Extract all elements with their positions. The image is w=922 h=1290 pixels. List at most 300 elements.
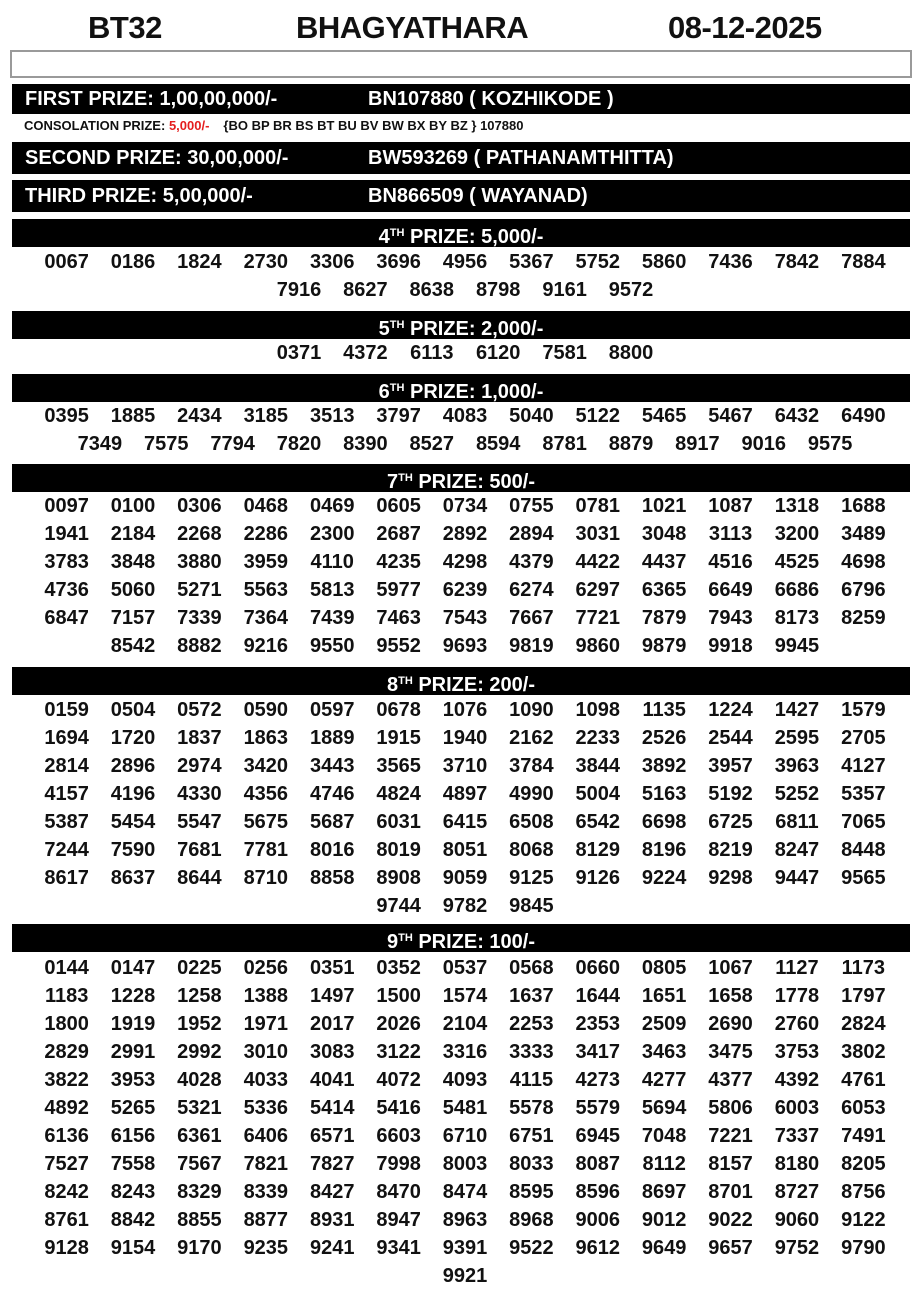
winning-number: 4273 (575, 1069, 621, 1091)
winning-number: 1940 (442, 727, 488, 749)
winning-number: 3565 (376, 755, 421, 777)
winning-number: 8427 (309, 1181, 355, 1203)
winning-number: 7581 (542, 342, 587, 364)
draw-code: BT32 (88, 10, 162, 45)
winning-number: 7879 (641, 607, 687, 629)
winning-number: 8701 (708, 1181, 753, 1203)
consolation-amount: 5,000/- (168, 118, 210, 133)
winning-number: 1778 (774, 985, 820, 1007)
winning-number: 8879 (608, 433, 654, 455)
winning-number: 9341 (376, 1237, 421, 1259)
winning-number: 6406 (243, 1125, 289, 1147)
winning-number: 9216 (243, 635, 289, 657)
winning-number: 8798 (475, 279, 521, 301)
winning-number: 6113 (410, 342, 454, 364)
winning-number: 9612 (575, 1237, 621, 1259)
winning-number: 9845 (509, 895, 554, 917)
winning-number: 3333 (509, 1041, 554, 1063)
winning-number: 2286 (243, 523, 289, 545)
winning-number: 5860 (641, 251, 687, 273)
winning-number: 8963 (442, 1209, 488, 1231)
winning-number: 1952 (177, 1013, 222, 1035)
winning-number: 8800 (608, 342, 654, 364)
winning-number: 6542 (575, 811, 621, 833)
prize-5-header-bar (12, 311, 910, 339)
winning-number: 8448 (841, 839, 886, 861)
winning-number: 6571 (309, 1125, 355, 1147)
winning-number: 8051 (442, 839, 488, 861)
winning-number: 8390 (343, 433, 388, 455)
number-row (30, 520, 900, 548)
winning-number: 8339 (243, 1181, 289, 1203)
winning-number: 7463 (376, 607, 421, 629)
winning-number: 7842 (774, 251, 820, 273)
winning-number: 8196 (641, 839, 687, 861)
winning-number: 3802 (841, 1041, 886, 1063)
winning-number: 0605 (376, 495, 421, 517)
winning-number: 3880 (177, 551, 222, 573)
winning-number: 5040 (509, 405, 554, 427)
winning-number: 0225 (177, 957, 222, 979)
winning-number: 2544 (708, 727, 753, 749)
winning-number: 0468 (243, 495, 289, 517)
winning-number: 7436 (708, 251, 753, 273)
prize-8-number-grid (30, 696, 900, 920)
winning-number: 9060 (774, 1209, 820, 1231)
prize-6-header-bar (12, 374, 910, 402)
winning-number: 0660 (575, 957, 621, 979)
prize-ordinal-suffix: TH (389, 382, 405, 394)
winning-number: 7439 (309, 607, 355, 629)
second-prize-label: SECOND PRIZE: 30,00,000/- (25, 147, 289, 169)
winning-number: 6365 (641, 579, 687, 601)
prize-ordinal-suffix: TH (398, 932, 413, 944)
number-row (30, 492, 900, 520)
third-prize-ticket: BN866509 ( WAYANAD) (368, 185, 588, 207)
winning-number: 1224 (708, 699, 753, 721)
prize-label: PRIZE: 5,000/- (404, 226, 544, 248)
winning-number: 6239 (442, 579, 488, 601)
winning-number: 3185 (243, 405, 289, 427)
winning-number: 1021 (641, 495, 687, 517)
number-row (30, 402, 900, 430)
winning-number: 3783 (44, 551, 89, 573)
winning-number: 0371 (276, 342, 322, 364)
winning-number: 3710 (442, 755, 488, 777)
winning-number: 5687 (309, 811, 355, 833)
winning-number: 1183 (44, 985, 89, 1007)
winning-number: 1889 (309, 727, 355, 749)
winning-number: 6415 (442, 811, 488, 833)
winning-number: 3892 (641, 755, 687, 777)
winning-number: 1579 (841, 699, 886, 721)
winning-number: 8855 (177, 1209, 222, 1231)
winning-number: 0597 (309, 699, 355, 721)
winning-number: 3122 (376, 1041, 421, 1063)
winning-number: 5813 (309, 579, 355, 601)
winning-number: 8219 (708, 839, 753, 861)
number-row (30, 1262, 900, 1290)
prize-label: PRIZE: 2,000/- (404, 318, 544, 340)
winning-number: 7491 (841, 1125, 886, 1147)
winning-number: 5752 (575, 251, 621, 273)
winning-number: 6796 (841, 579, 886, 601)
winning-number: 0351 (309, 957, 355, 979)
prize-ordinal: 8 (386, 674, 399, 696)
winning-number: 0186 (110, 251, 156, 273)
prize-ordinal-suffix: TH (389, 319, 405, 331)
winning-number: 3306 (309, 251, 355, 273)
number-row (30, 1206, 900, 1234)
winning-number: 1837 (177, 727, 222, 749)
winning-number: 0537 (442, 957, 488, 979)
prize-ordinal: 5 (378, 318, 390, 340)
winning-number: 1800 (44, 1013, 89, 1035)
winning-number: 8627 (343, 279, 388, 301)
winning-number: 6649 (708, 579, 753, 601)
winning-number: 8173 (774, 607, 820, 629)
prize-ordinal: 4 (378, 226, 390, 248)
winning-number: 9122 (841, 1209, 886, 1231)
winning-number: 9921 (442, 1265, 488, 1287)
winning-number: 4736 (44, 579, 89, 601)
winning-number: 7221 (708, 1125, 753, 1147)
prize-6-number-grid (30, 402, 900, 458)
winning-number: 9522 (509, 1237, 554, 1259)
winning-number: 8637 (110, 867, 156, 889)
winning-number: 0256 (243, 957, 289, 979)
winning-number: 7567 (177, 1153, 222, 1175)
number-row (30, 276, 900, 304)
winning-number: 4746 (309, 783, 355, 805)
winning-number: 1427 (774, 699, 820, 721)
winning-number: 2434 (177, 405, 222, 427)
winning-number: 9918 (708, 635, 753, 657)
winning-number: 3010 (243, 1041, 289, 1063)
winning-number: 2814 (44, 755, 89, 777)
winning-number: 9241 (309, 1237, 355, 1259)
winning-number: 6945 (575, 1125, 621, 1147)
winning-number: 8329 (177, 1181, 222, 1203)
winning-number: 4033 (243, 1069, 289, 1091)
winning-number: 2353 (575, 1013, 621, 1035)
number-row (30, 836, 900, 864)
winning-number: 7339 (177, 607, 222, 629)
winning-number: 6847 (44, 607, 89, 629)
winning-number: 2268 (177, 523, 222, 545)
winning-number: 3200 (774, 523, 820, 545)
winning-number: 8968 (509, 1209, 554, 1231)
winning-number: 1919 (110, 1013, 156, 1035)
winning-number: 1971 (243, 1013, 289, 1035)
first-prize-bar (12, 84, 910, 114)
winning-number: 7721 (575, 607, 621, 629)
winning-number: 3963 (774, 755, 820, 777)
number-row (30, 1122, 900, 1150)
winning-number: 8242 (44, 1181, 89, 1203)
winning-number: 3797 (376, 405, 421, 427)
prize-label: PRIZE: 1,000/- (404, 381, 544, 403)
winning-number: 6003 (774, 1097, 820, 1119)
winning-number: 9012 (641, 1209, 687, 1231)
winning-number: 6136 (44, 1125, 89, 1147)
winning-number: 4110 (310, 551, 354, 573)
winning-number: 2829 (44, 1041, 89, 1063)
winning-number: 4377 (708, 1069, 753, 1091)
number-row (30, 954, 900, 982)
winning-number: 8016 (309, 839, 355, 861)
winning-number: 0144 (44, 957, 89, 979)
winning-number: 1915 (376, 727, 421, 749)
winning-number: 5192 (708, 783, 753, 805)
winning-number: 3953 (110, 1069, 156, 1091)
winning-number: 9782 (442, 895, 488, 917)
winning-number: 8761 (44, 1209, 89, 1231)
winning-number: 3822 (44, 1069, 89, 1091)
winning-number: 7916 (276, 279, 322, 301)
winning-number: 4516 (708, 551, 753, 573)
winning-number: 7349 (77, 433, 123, 455)
winning-number: 1651 (641, 985, 687, 1007)
winning-number: 8068 (509, 839, 554, 861)
winning-number: 1087 (708, 495, 753, 517)
winning-number: 9572 (608, 279, 654, 301)
winning-number: 7527 (44, 1153, 89, 1175)
consolation-prize-line (24, 118, 523, 133)
second-prize-bar (12, 142, 910, 174)
winning-number: 8638 (409, 279, 455, 301)
winning-number: 4330 (177, 783, 222, 805)
prize-ordinal: 9 (386, 931, 399, 953)
winning-number: 2300 (309, 523, 355, 545)
winning-number: 2690 (708, 1013, 753, 1035)
winning-number: 1694 (44, 727, 89, 749)
winning-number: 1574 (442, 985, 488, 1007)
winning-number: 6490 (841, 405, 886, 427)
winning-number: 2824 (841, 1013, 886, 1035)
number-row (30, 1066, 900, 1094)
winning-number: 1688 (841, 495, 886, 517)
winning-number: 5271 (177, 579, 222, 601)
prize-5-number-grid (30, 339, 900, 367)
winning-number: 8243 (110, 1181, 156, 1203)
winning-number: 8710 (243, 867, 289, 889)
number-row (30, 808, 900, 836)
number-row (30, 696, 900, 724)
winning-number: 9550 (309, 635, 355, 657)
winning-number: 9125 (509, 867, 554, 889)
winning-number: 2705 (841, 727, 886, 749)
winning-number: 4157 (44, 783, 89, 805)
winning-number: 8112 (642, 1153, 686, 1175)
winning-number: 2730 (243, 251, 289, 273)
winning-number: 0781 (575, 495, 621, 517)
winning-number: 6811 (775, 811, 819, 833)
winning-number: 4196 (110, 783, 156, 805)
winning-number: 1824 (177, 251, 222, 273)
prize-ordinal: 6 (378, 381, 390, 403)
winning-number: 8947 (376, 1209, 421, 1231)
winning-number: 5579 (575, 1097, 621, 1119)
winning-number: 5321 (177, 1097, 222, 1119)
winning-number: 8756 (841, 1181, 886, 1203)
winning-number: 6053 (841, 1097, 886, 1119)
winning-number: 9391 (442, 1237, 488, 1259)
winning-number: 5416 (376, 1097, 421, 1119)
winning-number: 9819 (509, 635, 554, 657)
winning-number: 1863 (243, 727, 289, 749)
number-row (30, 892, 900, 920)
winning-number: 3420 (243, 755, 289, 777)
first-prize-ticket: BN107880 ( KOZHIKODE ) (368, 88, 614, 110)
winning-number: 5252 (774, 783, 820, 805)
winning-number: 0352 (376, 957, 421, 979)
winning-number: 9447 (774, 867, 820, 889)
prize-ordinal-suffix: TH (389, 227, 405, 239)
winning-number: 9128 (44, 1237, 89, 1259)
winning-number: 1797 (841, 985, 886, 1007)
winning-number: 4379 (509, 551, 554, 573)
winning-number: 8157 (708, 1153, 753, 1175)
winning-number: 4115 (509, 1069, 554, 1091)
winning-number: 2974 (177, 755, 222, 777)
winning-number: 4083 (442, 405, 488, 427)
winning-number: 2687 (376, 523, 421, 545)
number-row (30, 1038, 900, 1066)
number-row (30, 1150, 900, 1178)
winning-number: 4956 (442, 251, 488, 273)
winning-number: 7827 (309, 1153, 355, 1175)
winning-number: 5414 (309, 1097, 355, 1119)
winning-number: 1644 (575, 985, 621, 1007)
prize-ordinal: 7 (386, 471, 399, 493)
winning-number: 8727 (774, 1181, 820, 1203)
third-prize-label: THIRD PRIZE: 5,00,000/- (25, 185, 253, 207)
winning-number: 8594 (475, 433, 521, 455)
winning-number: 8781 (542, 433, 587, 455)
winning-number: 3784 (509, 755, 554, 777)
winning-number: 3848 (110, 551, 156, 573)
number-row (30, 430, 900, 458)
winning-number: 8882 (177, 635, 222, 657)
prize-9-header-bar (12, 924, 910, 952)
winning-number: 8617 (44, 867, 89, 889)
winning-number: 4127 (841, 755, 886, 777)
winning-number: 5563 (243, 579, 289, 601)
second-prize-ticket: BW593269 ( PATHANAMTHITTA) (368, 147, 674, 169)
winning-number: 1098 (575, 699, 621, 721)
winning-number: 4698 (841, 551, 886, 573)
consolation-label: CONSOLATION PRIZE: (24, 118, 169, 133)
winning-number: 4897 (442, 783, 488, 805)
winning-number: 9575 (807, 433, 853, 455)
winning-number: 4422 (575, 551, 621, 573)
winning-number: 0100 (110, 495, 156, 517)
number-row (30, 548, 900, 576)
number-row (30, 604, 900, 632)
prize-label: PRIZE: 200/- (412, 674, 536, 696)
winning-number: 0805 (641, 957, 687, 979)
winning-number: 8527 (409, 433, 455, 455)
winning-number: 0395 (44, 405, 89, 427)
draw-date: 08-12-2025 (668, 10, 822, 45)
winning-number: 0755 (509, 495, 554, 517)
winning-number: 4093 (442, 1069, 488, 1091)
winning-number: 8470 (376, 1181, 421, 1203)
winning-number: 3031 (575, 523, 621, 545)
winning-number: 5578 (509, 1097, 554, 1119)
winning-number: 4041 (309, 1069, 355, 1091)
winning-number: 9154 (110, 1237, 156, 1259)
winning-number: 3083 (309, 1041, 355, 1063)
prize-ordinal-suffix: TH (398, 472, 413, 484)
number-row (30, 1010, 900, 1038)
winning-number: 1500 (376, 985, 421, 1007)
winning-number: 1135 (642, 699, 686, 721)
winning-number: 5694 (641, 1097, 687, 1119)
winning-number: 5465 (641, 405, 687, 427)
winning-number: 4277 (641, 1069, 687, 1091)
winning-number: 6751 (509, 1125, 554, 1147)
winning-number: 1067 (708, 957, 753, 979)
winning-number: 1090 (509, 699, 554, 721)
winning-number: 9657 (708, 1237, 753, 1259)
number-row (30, 864, 900, 892)
winning-number: 0469 (309, 495, 355, 517)
winning-number: 2892 (442, 523, 488, 545)
winning-number: 8003 (442, 1153, 488, 1175)
prize-8-header-bar (12, 667, 910, 695)
winning-number: 3959 (243, 551, 289, 573)
winning-number: 8205 (841, 1153, 886, 1175)
winning-number: 7337 (774, 1125, 820, 1147)
winning-number: 8247 (774, 839, 820, 861)
winning-number: 5467 (708, 405, 753, 427)
winning-number: 8931 (309, 1209, 355, 1231)
winning-number: 2162 (509, 727, 554, 749)
winning-number: 6603 (376, 1125, 421, 1147)
winning-number: 7065 (841, 811, 886, 833)
blank-banner-box (10, 50, 912, 78)
winning-number: 4072 (376, 1069, 421, 1091)
winning-number: 4372 (343, 342, 388, 364)
prize-label: PRIZE: 500/- (412, 471, 536, 493)
winning-number: 4298 (442, 551, 488, 573)
winning-number: 9059 (442, 867, 488, 889)
winning-number: 0159 (44, 699, 89, 721)
winning-number: 4356 (243, 783, 289, 805)
third-prize-bar (12, 180, 910, 212)
winning-number: 7543 (442, 607, 488, 629)
winning-number: 5481 (442, 1097, 488, 1119)
winning-number: 3316 (442, 1041, 488, 1063)
winning-number: 3957 (708, 755, 753, 777)
winning-number: 4990 (509, 783, 554, 805)
result-title-row (0, 8, 922, 48)
winning-number: 5336 (243, 1097, 289, 1119)
winning-number: 5547 (177, 811, 222, 833)
number-row (30, 248, 900, 276)
winning-number: 2509 (641, 1013, 687, 1035)
prize-label: PRIZE: 100/- (412, 931, 536, 953)
winning-number: 9879 (641, 635, 687, 657)
winning-number: 0147 (110, 957, 156, 979)
prize-7-header-bar (12, 464, 910, 492)
winning-number: 6031 (376, 811, 421, 833)
winning-number: 5977 (376, 579, 421, 601)
winning-number: 6725 (708, 811, 753, 833)
winning-number: 1388 (243, 985, 289, 1007)
